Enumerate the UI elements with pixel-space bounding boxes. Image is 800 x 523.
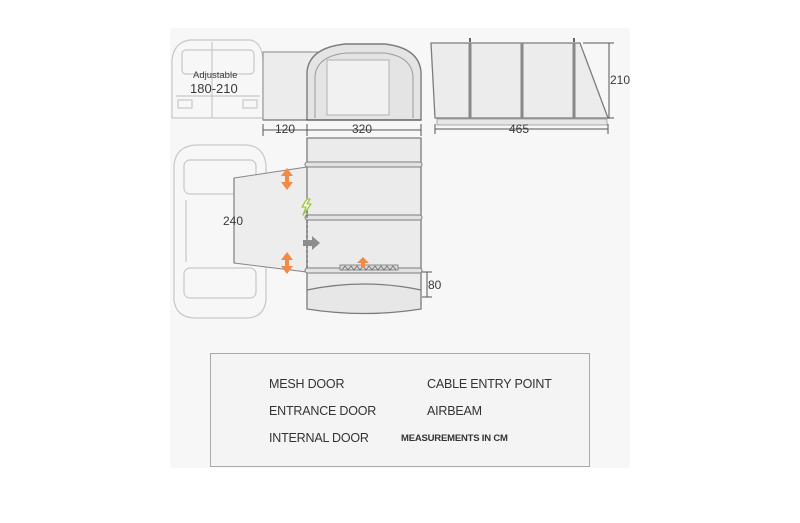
legend-box <box>210 353 590 467</box>
dimension-label-80: 80 <box>428 278 442 292</box>
awning-side-view <box>263 44 421 120</box>
legend-measurements-label: MEASUREMENTS IN CM <box>401 433 508 444</box>
legend-internal-door-label: INTERNAL DOOR <box>269 431 369 445</box>
dimension-label-465: 465 <box>509 122 530 136</box>
legend-mesh-door-label: MESH DOOR <box>269 377 345 391</box>
legend-entrance-door-label: ENTRANCE DOOR <box>269 404 377 418</box>
dimension-label-320: 320 <box>352 122 373 136</box>
label-adjustable: Adjustable <box>193 70 238 81</box>
dimension-label-240: 240 <box>223 214 244 228</box>
dimension-label-120: 120 <box>275 122 296 136</box>
mesh-door-mark <box>340 265 398 270</box>
legend-airbeam-label: AIRBEAM <box>427 404 482 418</box>
label-height-range: 180-210 <box>190 81 238 96</box>
dimension-label-210: 210 <box>610 73 631 87</box>
legend-cable-entry-label: CABLE ENTRY POINT <box>427 377 552 391</box>
